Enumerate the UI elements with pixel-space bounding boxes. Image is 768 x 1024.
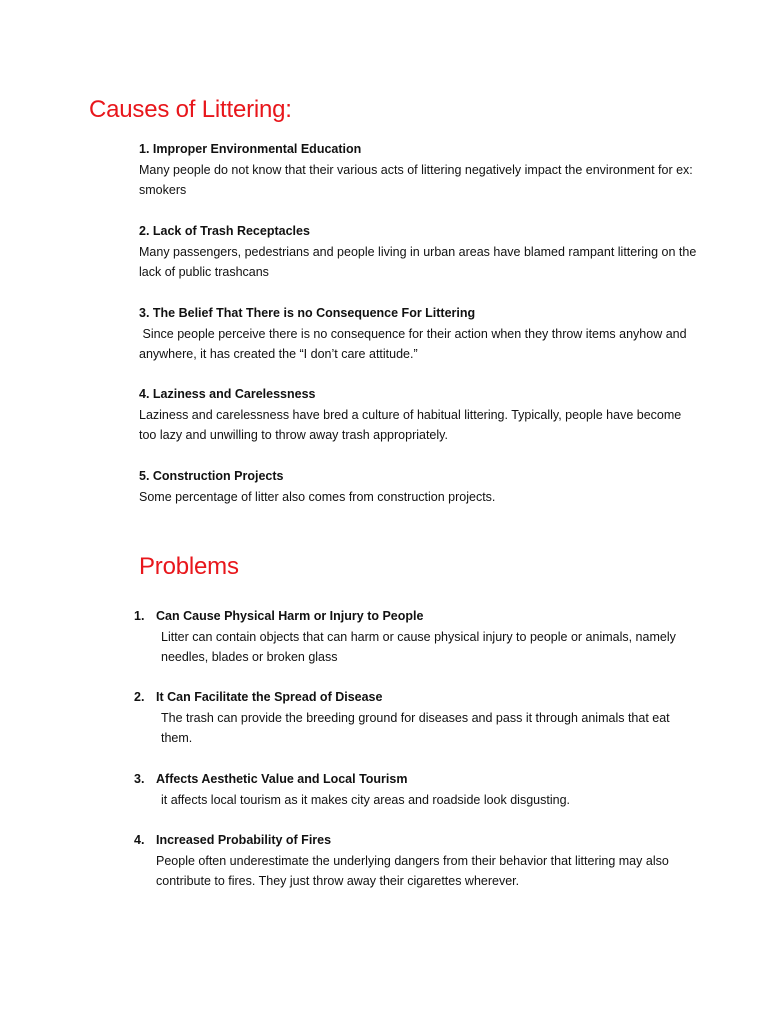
problem-number: 3. xyxy=(134,772,145,786)
problem-item xyxy=(134,769,694,810)
cause-title: 4. Laziness and Carelessness xyxy=(139,387,316,401)
problem-item xyxy=(134,606,694,668)
cause-description: Many people do not know that their various acts of littering negatively impact the environment for ex: smokers xyxy=(139,162,693,197)
problem-number: 4. xyxy=(134,833,145,847)
cause-description: Laziness and carelessness have bred a culture of habitual littering. Typically, people have become too lazy and unwilling to throw away trash appropriately. xyxy=(139,407,682,442)
problem-description: People often underestimate the underlying dangers from their behavior that littering may also contribute to fires. They just throw away their cigarettes wherever. xyxy=(156,853,669,888)
problem-number: 2. xyxy=(134,690,145,704)
cause-description: Some percentage of litter also comes from construction projects. xyxy=(139,489,496,504)
problem-item xyxy=(134,830,694,892)
cause-description: Many passengers, pedestrians and people living in urban areas have blamed rampant littering on the lack of public trashcans xyxy=(139,244,697,279)
cause-item xyxy=(139,303,699,365)
cause-title: 2. Lack of Trash Receptacles xyxy=(139,224,310,238)
problem-title: Can Cause Physical Harm or Injury to People xyxy=(156,609,424,623)
problem-description: The trash can provide the breeding ground for diseases and pass it through animals that eat them. xyxy=(161,710,670,745)
causes-heading: Causes of Littering: xyxy=(89,96,292,123)
cause-item xyxy=(139,384,699,446)
problems-heading: Problems xyxy=(139,553,239,580)
problem-item xyxy=(134,687,694,749)
problem-description: it affects local tourism as it makes city areas and roadside look disgusting. xyxy=(161,792,570,807)
cause-item xyxy=(139,221,699,283)
cause-item xyxy=(139,466,699,507)
problem-title: It Can Facilitate the Spread of Disease xyxy=(156,690,383,704)
problem-title: Increased Probability of Fires xyxy=(156,833,332,847)
cause-title: 1. Improper Environmental Education xyxy=(139,142,362,156)
cause-title: 3. The Belief That There is no Consequence For Littering xyxy=(139,306,476,320)
problem-description: Litter can contain objects that can harm or cause physical injury to people or animals, namely needles, blades or broken glass xyxy=(161,629,676,664)
cause-item xyxy=(139,139,699,201)
problem-number: 1. xyxy=(134,609,145,623)
cause-description: Since people perceive there is no consequence for their action when they throw items anyhow and anywhere, it has created the “I don’t care attitude.” xyxy=(139,326,691,361)
problem-title: Affects Aesthetic Value and Local Tourism xyxy=(156,772,408,786)
cause-title: 5. Construction Projects xyxy=(139,469,284,483)
